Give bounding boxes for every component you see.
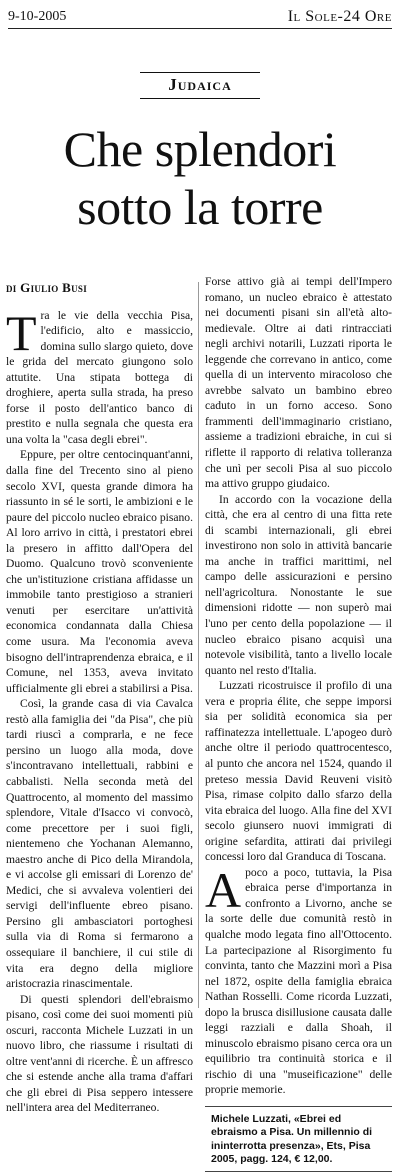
paragraph-8	[205, 861, 392, 1098]
page-header	[8, 6, 392, 29]
newspaper-name: Il Sole-24 Ore	[287, 8, 392, 25]
headline	[6, 120, 394, 236]
article-column-left	[6, 280, 193, 1116]
paragraph-2: Eppure, per oltre centocinquant'anni, dalla fine del Trecento sino al pieno secolo XVI, questa grande dimora ha riassunto in sé le sorti, le ambizioni e le paure del piccolo nucleo ebraico pisano. Al loro arrivo in città, i prestatori ebrei la presero in affitto dall'Opera del Duomo. Qualcuno trovò sconveniente che un'istituzione cristiana affidasse un immobile tanto prestigioso a stranieri venuti per esercitare un'attività economica condannata dalla Chiesa come usura. Ma l'economia aveva bisogno dell'intraprendenza ebraica, e il Comune, nel 1353, aveva invitato ufficialmente gli ebrei a stabilirsi a Pisa.	[6, 448, 193, 695]
drop-cap: T	[6, 304, 37, 361]
paragraph-8-text: poco a poco, tuttavia, la Pisa ebraica perse d'importanza in confronto a Livorno, anche se la sorte delle due comunità restò in qualche modo legata fino all'Ottocento. La partecipazione al Risorgimento fu convinta, tanto che Mazzini morì a Pisa nel 1872, ospite della famiglia ebraica Nathan Rosselli. Come ricorda Luzzati, dopo la brusca disillusione causata dalle leggi razziali e dalla Shoah, il minuscolo ebraismo pisano cerca ora un equilibrio tra continuità storica e il rischio di una "museificazione" delle proprie memorie.	[205, 865, 392, 1097]
headline-line-1: Che splendori	[63, 121, 337, 177]
paragraph-1-text: ra le vie della vecchia Pisa, l'edificio, alto e massiccio, domina sullo slargo quieto, dove le grida del mercato giungono solo attutite. Una stipata bottega di droghiere, aperta sulla strada, ha preso forse il posto dell'antico banco di prestito e nulla segnala che questa era una volta la "casa degli ebrei".	[6, 308, 193, 446]
headline-line-2: sotto la torre	[77, 179, 323, 235]
section-name: Judaica	[140, 72, 260, 99]
issue-date: 9-10-2005	[8, 9, 67, 24]
column-divider	[198, 282, 199, 1008]
drop-cap-2: A	[205, 861, 242, 918]
paragraph-3: Così, la grande casa di via Cavalca restò alla famiglia dei "da Pisa", che più tardi riuscì a comprarla, e ne fece persino un luogo alla moda, dove s'incontravano intellettuali, rabbini e cabbalisti. Nella seconda metà del Quattrocento, al momento del massimo splendore, Vitale d'Isacco vi convocò, come precettore per i suoi figli, nientemeno che Yochanan Alemanno, maestro anche di Pico della Mirandola, e vi accolse gli emissari di Lorenzo de' Medici, che si avvaleva volentieri dei servigi dell'influente ebreo pisano. Persino gli ambasciatori portoghesi sulla via di Roma si fermarono a ossequiare il banchiere, il cui stile di vita era degno della migliore aristocrazia rinascimentale.	[6, 697, 193, 991]
paragraph-6: In accordo con la vocazione della città, che era al centro di una fitta rete di scambi internazionali, gli ebrei investirono non solo in attività bancarie ma anche in traffici marittimi, nel campo delle assicurazioni e persino nell'agricoltura. Nonostante le sue dimensioni ridotte — non superò mai l'uno per cento della popolazione — il nucleo ebraico pisano acquisì una notevole visibilità, tanto a livello locale quanto nel resto d'Italia.	[205, 492, 392, 677]
byline	[6, 280, 193, 296]
byline-author: Giulio Busi	[20, 280, 88, 295]
paragraph-4: Di questi splendori dell'ebraismo pisano, così come dei suoi momenti più oscuri, racconta Michele Luzzati in un nuovo libro, che riassume i risultati di oltre vent'anni di ricerche. È un affresco che si estende anche alla trama d'affari che gli ebrei di Pisa seppero intessere nell'intera area del Mediterraneo.	[6, 992, 193, 1115]
book-reference: Michele Luzzati, «Ebrei ed ebraismo a Pisa. Un millennio di ininterrotta presenza», Ets, Pisa 2005, pagg. 124, € 12,00.	[205, 1106, 392, 1172]
paragraph-1	[6, 304, 193, 448]
paragraph-7: Luzzati ricostruisce il profilo di una vera e propria élite, che seppe imporsi sia per solidità economica sia per raffinatezza intellettuale. L'apogeo durò anche oltre il periodo quattrocentesco, al punto che ancora nel 1524, quando il preteso messia David Reuveni visitò Pisa, rimase colpito dallo sfarzo della vita ebraica del luogo. Alla fine del XVI secolo giunsero nuovi immigrati di origine sefardita, attirati dai privilegi concessi loro dal Granduca di Toscana.	[205, 679, 392, 864]
paragraph-5: Forse attivo già ai tempi dell'Impero romano, un nucleo ebraico è attestato nei documenti pisani sin all'età alto-medievale. Oltre ai dati rintracciati negli archivi notarili, Luzzati riporta le leggende che correvano in antico, come quella di un intervento miracoloso che avrebbe salvato un bambino ebreo caduto in un forno acceso. Sono frammenti dell'immaginario cristiano, assieme a tradizioni ebraiche, in cui si riflette il rapporto di relativa tolleranza che unì per secoli Pisa al suo piccolo ma attivo gruppo giudaico.	[205, 275, 392, 491]
section-label	[0, 72, 400, 99]
byline-prefix: di	[6, 280, 17, 295]
article-column-right	[205, 274, 392, 1172]
